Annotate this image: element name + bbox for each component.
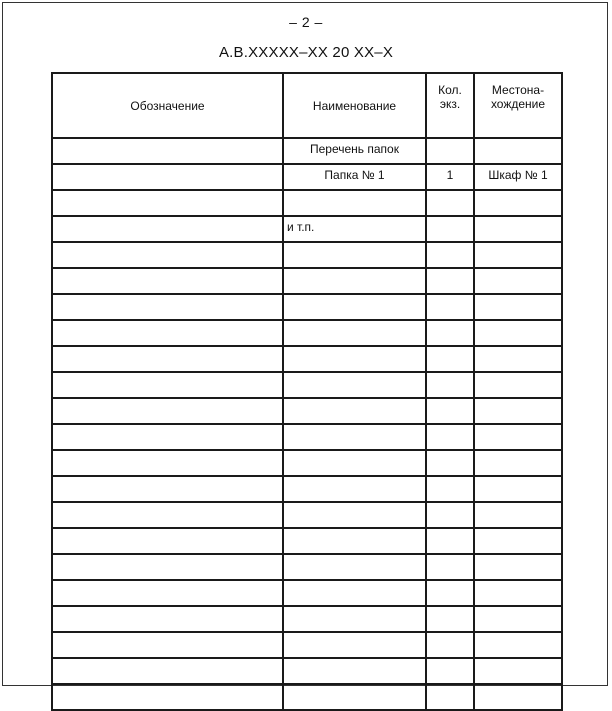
cell-designation [52, 528, 283, 554]
cell-quantity [426, 216, 474, 242]
cell-quantity [426, 632, 474, 658]
cell-designation [52, 398, 283, 424]
table-row [52, 320, 562, 346]
cell-location [474, 580, 562, 606]
cell-location [474, 424, 562, 450]
cell-name [283, 632, 426, 658]
cell-location [474, 450, 562, 476]
cell-location [474, 684, 562, 710]
cell-quantity [426, 606, 474, 632]
cell-location [474, 658, 562, 684]
cell-name [283, 346, 426, 372]
table-row [52, 190, 562, 216]
table-row [52, 632, 562, 658]
cell-quantity [426, 190, 474, 216]
cell-name [283, 450, 426, 476]
cell-location [474, 320, 562, 346]
document-code: А.В.XXXXX–XX 20 XX–X [218, 44, 394, 61]
cell-location [474, 476, 562, 502]
cell-designation [52, 294, 283, 320]
cell-designation [52, 476, 283, 502]
cell-designation [52, 606, 283, 632]
cell-name [283, 268, 426, 294]
cell-designation [52, 268, 283, 294]
table-row [52, 346, 562, 372]
cell-quantity [426, 398, 474, 424]
cell-quantity [426, 346, 474, 372]
cell-name [283, 190, 426, 216]
table-row [52, 138, 562, 164]
table-row [52, 294, 562, 320]
cell-quantity [426, 528, 474, 554]
table-row [52, 268, 562, 294]
cell-name: Перечень папок [283, 138, 426, 164]
cell-name [283, 658, 426, 684]
cell-designation [52, 502, 283, 528]
cell-location [474, 138, 562, 164]
cell-designation [52, 424, 283, 450]
table-row [52, 242, 562, 268]
table-row [52, 684, 562, 710]
cell-designation [52, 684, 283, 710]
cell-name [283, 554, 426, 580]
table-row [52, 580, 562, 606]
cell-name [283, 606, 426, 632]
cell-designation [52, 450, 283, 476]
cell-designation [52, 190, 283, 216]
table-row [52, 528, 562, 554]
cell-quantity: 1 [426, 164, 474, 190]
cell-location [474, 632, 562, 658]
table-row [52, 372, 562, 398]
table-header-row [52, 73, 562, 138]
cell-name [283, 528, 426, 554]
table-row [52, 476, 562, 502]
cell-name: Папка № 1 [283, 164, 426, 190]
cell-designation [52, 580, 283, 606]
cell-designation [52, 632, 283, 658]
cell-name [283, 684, 426, 710]
table-row [52, 398, 562, 424]
cell-quantity [426, 320, 474, 346]
cell-name [283, 242, 426, 268]
table-row [52, 554, 562, 580]
cell-quantity [426, 684, 474, 710]
cell-designation [52, 164, 283, 190]
table-row [52, 606, 562, 632]
cell-name [283, 424, 426, 450]
cell-quantity [426, 580, 474, 606]
cell-designation [52, 658, 283, 684]
cell-name [283, 502, 426, 528]
cell-location [474, 502, 562, 528]
cell-quantity [426, 372, 474, 398]
cell-quantity [426, 658, 474, 684]
cell-designation [52, 138, 283, 164]
cell-location [474, 242, 562, 268]
page-number: – 2 – [289, 14, 323, 30]
table-row [52, 164, 562, 190]
cell-designation [52, 216, 283, 242]
cell-name: и т.п. [283, 216, 426, 242]
cell-quantity [426, 138, 474, 164]
cell-quantity [426, 242, 474, 268]
cell-quantity [426, 502, 474, 528]
cell-location [474, 372, 562, 398]
cell-name [283, 320, 426, 346]
table-row [52, 502, 562, 528]
table-row [52, 658, 562, 684]
cell-quantity [426, 450, 474, 476]
cell-location [474, 294, 562, 320]
cell-designation [52, 346, 283, 372]
cell-location [474, 346, 562, 372]
cell-name [283, 294, 426, 320]
cell-quantity [426, 294, 474, 320]
table-body [52, 138, 562, 710]
cell-designation [52, 320, 283, 346]
cell-location [474, 398, 562, 424]
cell-location [474, 190, 562, 216]
cell-location [474, 554, 562, 580]
cell-location [474, 528, 562, 554]
cell-designation [52, 372, 283, 398]
cell-name [283, 398, 426, 424]
column-header-name: Наименование [283, 73, 426, 138]
column-header-quantity: Кол. экз. [426, 73, 474, 138]
cell-location: Шкаф № 1 [474, 164, 562, 190]
table-row [52, 216, 562, 242]
column-header-location: Местона- хождение [474, 73, 562, 138]
cell-quantity [426, 424, 474, 450]
cell-location [474, 216, 562, 242]
cell-name [283, 476, 426, 502]
column-header-designation: Обозначение [52, 73, 283, 138]
cell-designation [52, 554, 283, 580]
table-row [52, 424, 562, 450]
cell-name [283, 372, 426, 398]
cell-quantity [426, 476, 474, 502]
table-row [52, 450, 562, 476]
cell-quantity [426, 554, 474, 580]
cell-location [474, 606, 562, 632]
cell-location [474, 268, 562, 294]
cell-quantity [426, 268, 474, 294]
document-register-table [51, 72, 563, 711]
cell-designation [52, 242, 283, 268]
cell-name [283, 580, 426, 606]
